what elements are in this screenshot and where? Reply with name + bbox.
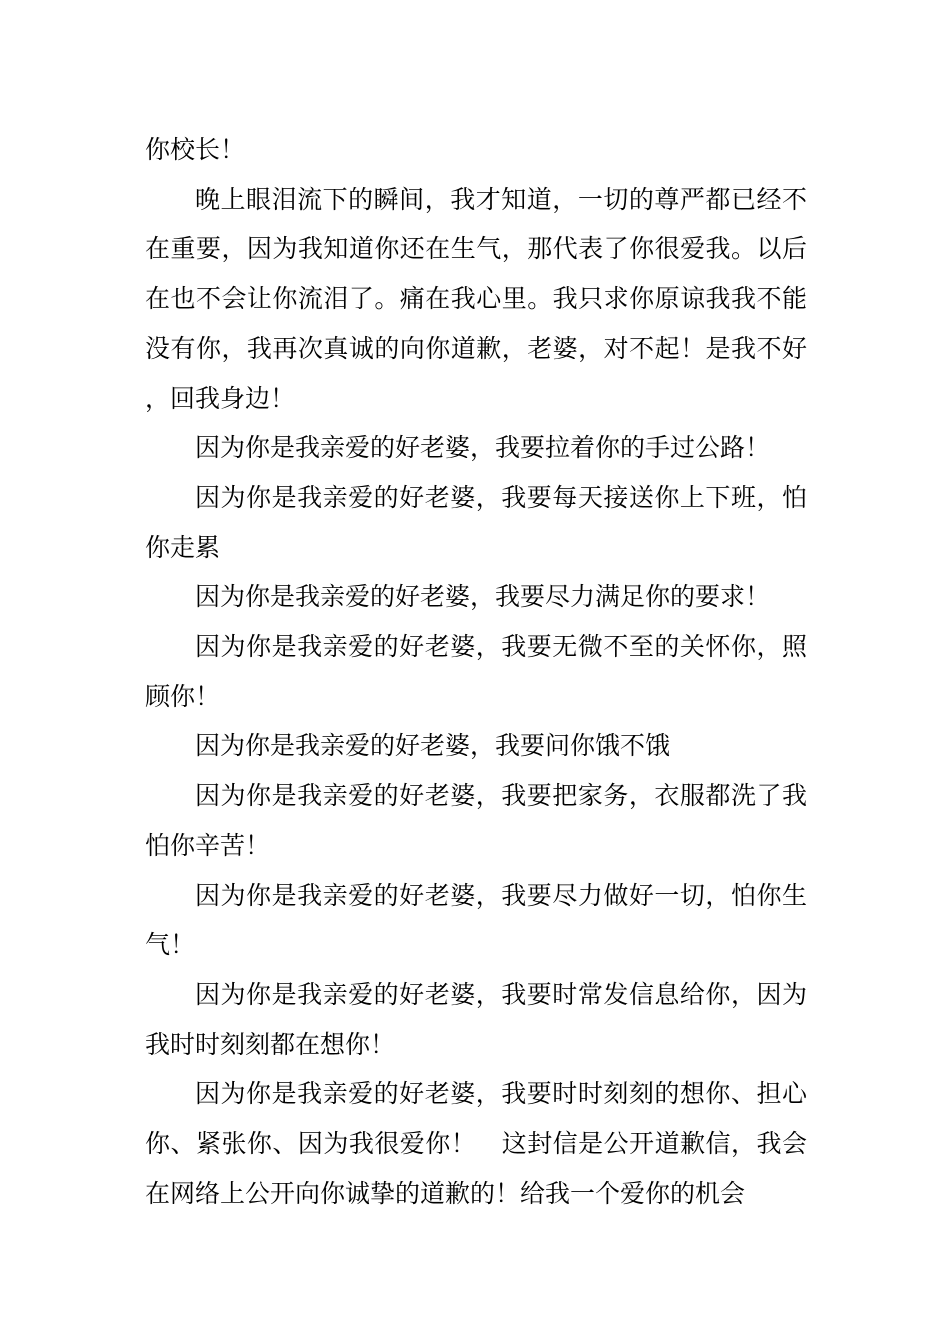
paragraph-9: 因为你是我亲爱的好老婆，我要尽力做好一切，怕你生气！ [145,880,807,960]
paragraph-8: 因为你是我亲爱的好老婆，我要把家务，衣服都洗了我怕你辛苦！ [145,781,807,860]
paragraph-1: 你校长！ [145,135,246,164]
paragraph-6: 因为你是我亲爱的好老婆，我要无微不至的关怀你，照顾你！ [145,632,807,711]
paragraph-4: 因为你是我亲爱的好老婆，我要每天接送你上下班，怕你走累 [145,482,807,562]
paragraph-5: 因为你是我亲爱的好老婆，我要尽力满足你的要求！ [195,582,771,612]
letter-body [145,125,807,1218]
paragraph-7: 因为你是我亲爱的好老婆，我要问你饿不饿 [195,731,671,761]
paragraph-3: 因为你是我亲爱的好老婆，我要拉着你的手过公路！ [195,433,771,463]
paragraph-2: 晚上眼泪流下的瞬间，我才知道，一切的尊严都已经不在重要，因为我知道你还在生气，那代表了你很爱我。以后在也不会让你流泪了。痛在我心里。我只求你原谅我我不能没有你，我再次真诚的向你道歉，老婆，对不起！是我不好，回我身边！ [145,184,807,413]
paragraph-11: 因为你是我亲爱的好老婆，我要时时刻刻的想你、担心你、紧张你、因为我很爱你！ 这封信是公开道歉信，我会在网络上公开向你诚挚的道歉的！给我一个爱你的机会 [145,1079,807,1208]
paragraph-10: 因为你是我亲爱的好老婆，我要时常发信息给你，因为我时时刻刻都在想你！ [145,979,807,1059]
